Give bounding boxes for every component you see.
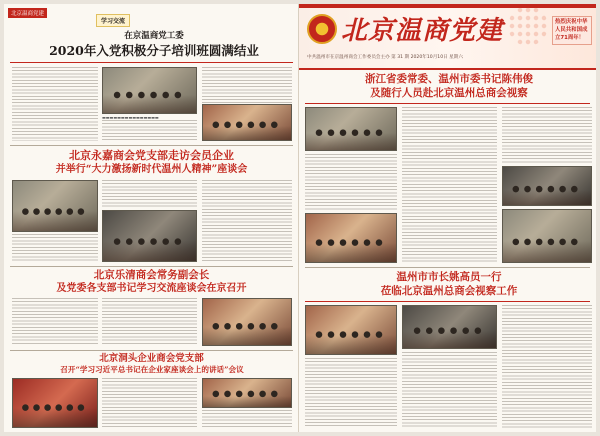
article2-body-col2 (102, 180, 197, 208)
column-tag: 学习交流 (96, 14, 130, 27)
r-article2-photo-1 (305, 305, 397, 355)
r-article1-photo-4 (502, 209, 592, 263)
r-article2-photo-2 (402, 305, 497, 349)
article1-rule (10, 62, 293, 63)
divider-3 (10, 350, 293, 351)
article1-body-col2 (102, 120, 197, 141)
article1-caption-1: ▬▬▬▬▬▬▬▬▬▬▬▬▬▬▬ (102, 115, 159, 120)
article3-photo-1 (202, 298, 292, 346)
r-article1-photo-3 (502, 166, 592, 206)
masthead-title: 北京温商党建 (341, 16, 504, 46)
article1-kicker: 在京温商党工委 (124, 31, 184, 41)
right-page (299, 4, 596, 432)
article3-body-col1 (12, 298, 98, 346)
article1-body-col3 (202, 67, 292, 103)
article2-body-col1 (12, 234, 98, 262)
article1-title: 2020年入党积极分子培训班圆满结业 (49, 43, 259, 58)
newspaper-spread (4, 4, 596, 432)
masthead-slogan: 热烈庆祝中华人民共和国成立71周年！ (552, 16, 592, 45)
article4-body-col2 (202, 410, 292, 428)
article1-photo-1 (102, 67, 197, 114)
divider-1 (10, 145, 293, 146)
divider-2 (10, 266, 293, 267)
article1-body-col1 (12, 67, 98, 141)
article4-body-col1 (102, 378, 197, 428)
article4-photo-2 (202, 378, 292, 408)
masthead-rule (299, 68, 596, 70)
left-page (4, 4, 299, 432)
page-corner-tag: 北京温商党建 (8, 8, 47, 18)
r-divider-1 (305, 267, 590, 268)
party-emblem-icon (307, 14, 337, 44)
article2-photo-1 (12, 180, 98, 232)
r-article2-title-line2: 莅临北京温州总商会视察工作 (380, 285, 518, 297)
r-article1-body-col2 (402, 107, 497, 263)
article3-title-line2: 及党委各支部书记学习交流座谈会在京召开 (56, 283, 247, 294)
article1-photo-2 (202, 104, 292, 141)
r-article2-body-col2 (402, 352, 497, 428)
r-article2-body-col1 (305, 358, 397, 428)
r-article1-photo-2 (305, 213, 397, 263)
article2-body-col3 (202, 180, 292, 262)
article4-title-line2: 召开“学习习近平总书记在企业家座谈会上的讲话”会议 (60, 365, 244, 374)
article4-title-line1: 北京洞头企业商会党支部 (99, 353, 204, 364)
article2-title-line2: 并举行“大力激扬新时代温州人精神”座谈会 (55, 164, 248, 175)
r-article1-title-line1: 浙江省委常委、温州市委书记陈伟俊 (365, 73, 533, 85)
article3-body-col2 (102, 298, 197, 346)
masthead (299, 4, 596, 68)
r-article2-body-col3 (502, 305, 592, 428)
r-article1-body-col1 (305, 154, 397, 210)
article3-title-line1: 北京乐清商会常务副会长 (93, 269, 210, 281)
r-article1-body-col3 (502, 107, 592, 163)
r-article2-title-line1: 温州市市长姚高员一行 (396, 271, 502, 283)
masthead-info: 中共温州市在京温州商会工作委员会主办 第 31 期 2020年10月10日 星期六 (307, 55, 463, 60)
article2-photo-2 (102, 210, 197, 262)
article4-photo-1 (12, 378, 98, 428)
masthead-band (299, 4, 596, 8)
r-article1-photo-1 (305, 107, 397, 151)
fireworks-icon (508, 6, 548, 46)
r-article2-rule (305, 301, 590, 302)
r-article1-rule (305, 103, 590, 104)
article2-title-line1: 北京永嘉商会党支部走访会员企业 (69, 149, 234, 162)
r-article1-title-line2: 及随行人员赴北京温州总商会视察 (370, 87, 528, 99)
